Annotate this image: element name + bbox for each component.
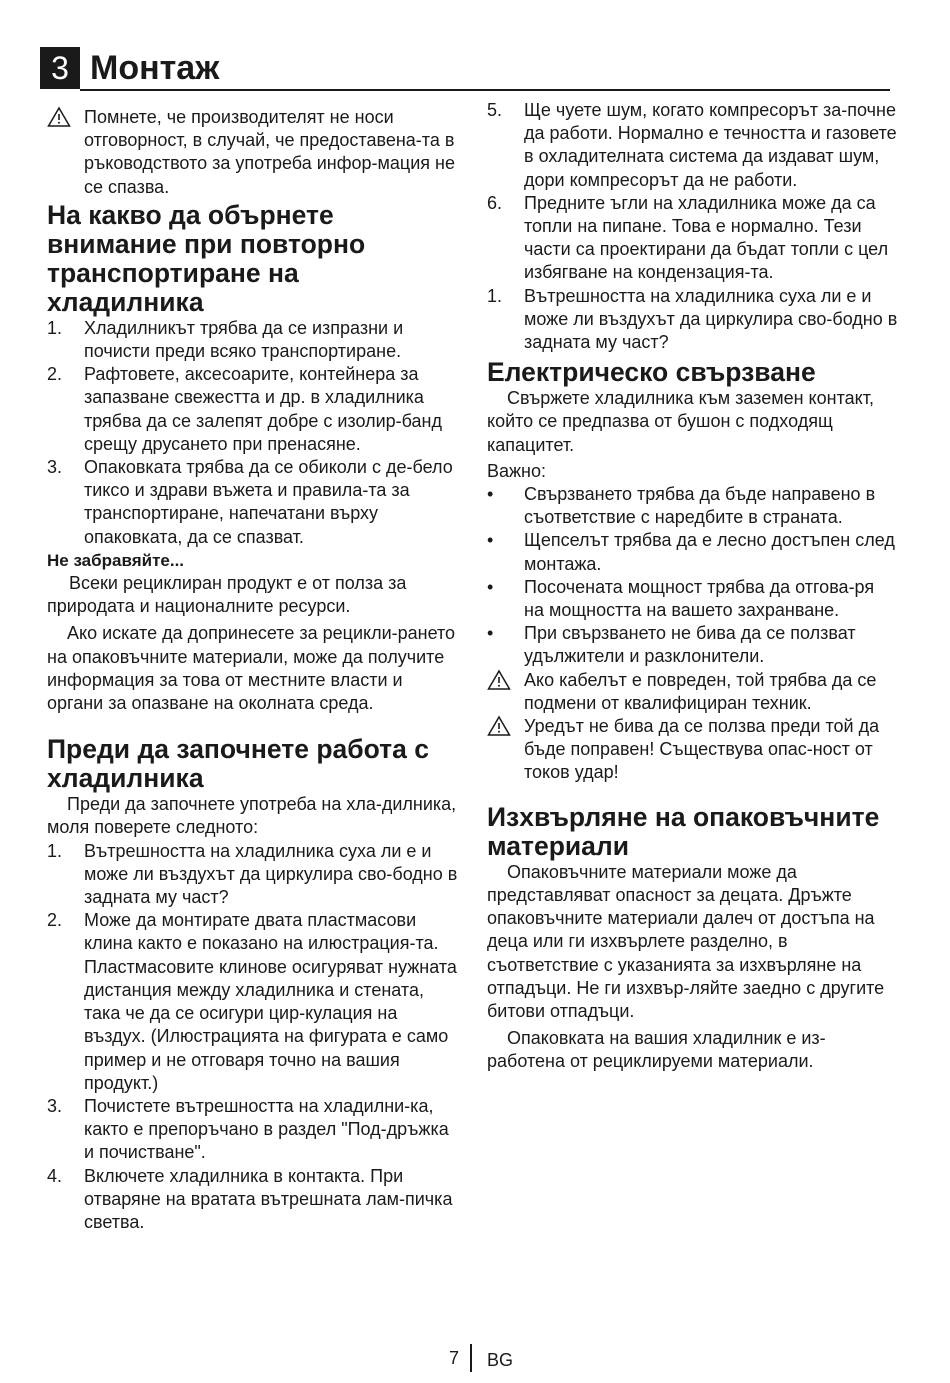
list-item — [487, 576, 899, 622]
section-header — [40, 47, 890, 94]
item-text: Хладилникът трябва да се изпразни и почисти преди всяко транспортиране. — [84, 317, 404, 362]
item-number: 6. — [487, 192, 503, 213]
forget-paragraph-2: Ако искате да допринесете за рецикли-рането на опаковъчните материали, може да получите информация за това от местните власти и органи за опазване на околната среда. — [47, 623, 456, 714]
start-list — [47, 840, 459, 1234]
list-item — [47, 840, 459, 910]
bullet-list — [487, 483, 899, 669]
list-item — [47, 909, 459, 1095]
item-number: 4. — [47, 1165, 63, 1186]
item-text: Вътрешността на хладилника суха ли е и може ли въздухът да циркулира сво-бодно в задната му част? — [84, 840, 458, 908]
item-number: 5. — [487, 100, 503, 120]
item-number: 2. — [47, 910, 63, 931]
item-number: 1. — [47, 840, 63, 861]
item-number: 1. — [47, 317, 63, 338]
left-column — [47, 106, 459, 1234]
warning-note — [487, 715, 899, 785]
right-column — [487, 99, 899, 1074]
item-text: Вътрешността на хладилника суха ли е и може ли въздухът да циркулира сво-бодно в задната му част? — [524, 285, 898, 353]
disposal-heading: Изхвърляне на опаковъчните материали — [487, 801, 880, 861]
electric-intro: Свържете хладилника към заземен контакт, който се предпазва от бушон с подходящ капацитет. — [487, 388, 874, 455]
warning-text: Помнете, че производителят не носи отговорност, в случай, че предоставена-та в ръководството за употреба инфор-мация не се спазва. — [84, 107, 455, 197]
item-number: 3. — [47, 1095, 63, 1116]
warning-text: Уредът не бива да се ползва преди той да бъде поправен! Съществува опас-ност от токов удар! — [524, 716, 880, 783]
warning-icon — [487, 715, 519, 743]
list-item — [487, 99, 899, 192]
list-item — [487, 622, 899, 668]
item-number: 1. — [487, 285, 503, 306]
list-item — [47, 317, 459, 363]
list-item — [487, 483, 899, 529]
page-footer — [0, 1347, 950, 1371]
bullet: • — [487, 484, 494, 505]
page-number: 7 — [449, 1348, 460, 1368]
bullet: • — [487, 530, 494, 551]
continued-list — [487, 99, 899, 354]
list-item — [47, 1165, 459, 1235]
item-number: 3. — [47, 457, 63, 478]
disposal-paragraph-2: Опаковката на вашия хладилник е из-работена от рециклируеми материали. — [487, 1028, 826, 1072]
list-item — [487, 529, 899, 575]
list-item — [47, 363, 459, 456]
section-title: Монтаж — [90, 49, 220, 87]
list-item — [487, 285, 899, 355]
warning-icon — [487, 669, 519, 697]
item-text: Включете хладилника в контакта. При отваряне на вратата вътрешната лам-пичка светва. — [84, 1165, 453, 1232]
footer-divider — [470, 1344, 472, 1372]
warning-note — [487, 669, 899, 715]
item-text: Предните ъгли на хладилника може да са топли на пипане. Това е нормално. Тези части са проектирани да бъдат топли с цел избягване на кондензация-та. — [524, 192, 889, 283]
bullet: • — [487, 623, 494, 644]
item-text: Почистете вътрешността на хладилни-ка, както е препоръчано в раздел "Под-дръжка и почистване". — [84, 1095, 449, 1163]
transport-heading: На какво да обърнете внимание при повторно транспортиране на хладилника — [47, 199, 366, 317]
item-text: Опаковката трябва да се обиколи с де-бело тиксо и здрави въжета и правила-та за транспортиране, напечатани върху опаковката, да се спазват. — [84, 457, 453, 547]
item-text: Свързването трябва да бъде направено в съответствие с наредбите в страната. — [524, 484, 876, 528]
language-code: BG — [487, 1350, 514, 1370]
item-text: Щепселът трябва да е лесно достъпен след монтажа. — [524, 530, 895, 574]
transport-list — [47, 317, 459, 549]
list-item — [47, 1095, 459, 1165]
electric-heading: Електрическо свързване — [487, 357, 816, 388]
item-text: При свързването не бива да се ползват удължители и разклонители. — [524, 623, 856, 667]
start-heading: Преди да започнете работа с хладилника — [47, 734, 429, 794]
item-text: Посочената мощност трябва да отгова-ря на мощността на вашето захранване. — [524, 576, 875, 621]
warning-text: Ако кабелът е повреден, той трябва да се подмени от квалифициран техник. — [524, 669, 877, 713]
forget-paragraph-1: Всеки рециклиран продукт е от полза за природата и националните ресурси. — [47, 573, 407, 617]
disposal-paragraph-1: Опаковъчните материали може да представляват опасност за децата. Дръжте опаковъчните материали далеч от достъпа на деца или ги изхвърлете разделно, в съответствие с указанията за изхвърляне на отпадъци. Не ги изхвър-ляйте заедно с другите битови отпадъци. — [487, 861, 885, 1021]
forget-label: Не забравяйте... — [47, 550, 185, 570]
warning-icon — [47, 106, 79, 134]
section-number: 3 — [40, 47, 80, 89]
important-label: Важно: — [487, 460, 547, 481]
header-rule — [80, 89, 890, 91]
item-text: Ще чуете шум, когато компресорът за-почне да работи. Нормално е течността и газовете в охладителната система да издават шум, дори компресорът да не работи. — [524, 100, 897, 190]
start-intro: Преди да започнете употреба на хла-дилника, моля поверете следното: — [47, 794, 457, 838]
item-number: 2. — [47, 364, 63, 385]
warning-note — [47, 106, 459, 199]
bullet: • — [487, 576, 494, 597]
list-item — [487, 192, 899, 285]
list-item — [47, 456, 459, 549]
item-text: Рафтовете, аксесоарите, контейнера за запазване свежестта и др. в хладилника трябва да се залепят добре с изолир-банд срещу друсането при пренасяне. — [84, 364, 443, 454]
item-text: Може да монтирате двата пластмасови клина както е показано на илюстрация-та. Пластмасовите клинове осигуряват нужната дистанция между хладилника и стената, така че да се осигури цир-кулация на въздух. (Илюстрацията на фигурата е само пример и не отговаря точно на вашия продукт.) — [84, 910, 457, 1093]
